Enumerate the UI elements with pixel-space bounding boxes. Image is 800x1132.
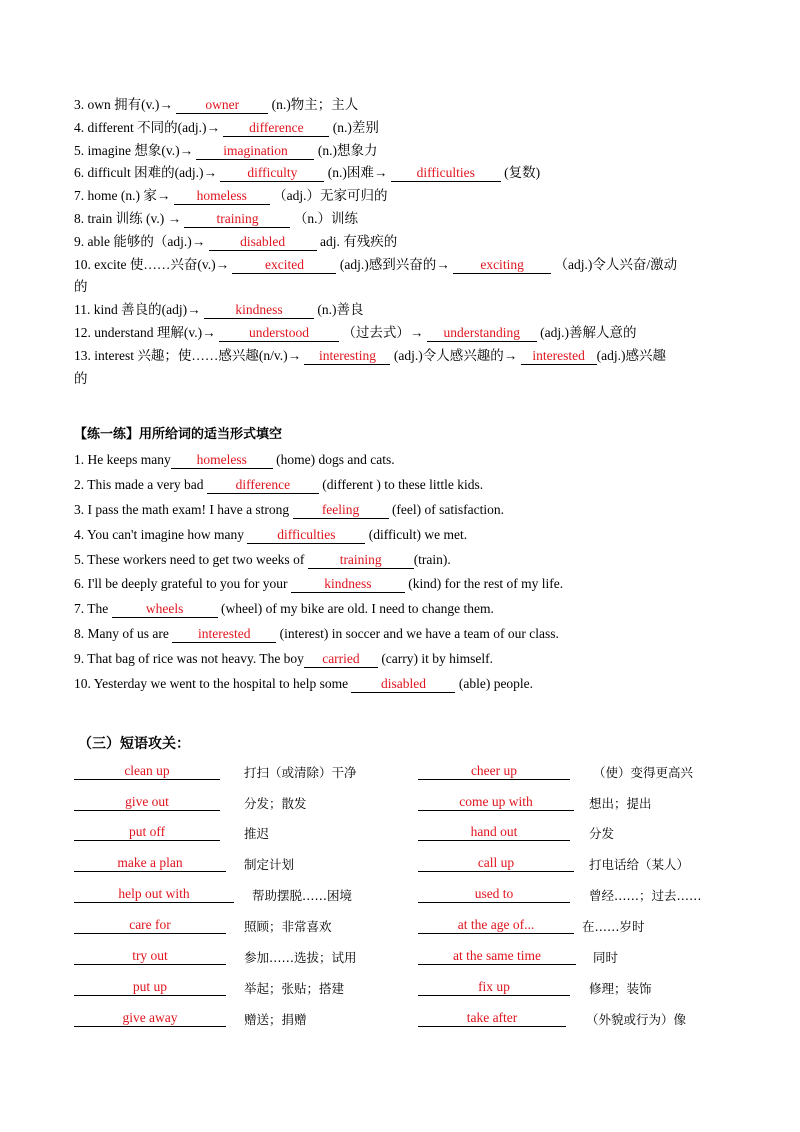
answer-blank: exciting — [453, 257, 551, 274]
answer-blank: interested — [172, 626, 276, 643]
phrase-answer: take after — [418, 1010, 566, 1027]
phrase-answer: give out — [74, 794, 220, 811]
answer-blank: feeling — [293, 502, 389, 519]
answer-blank: owner — [176, 97, 268, 114]
vocab-line: 4. different 不同的(adj.)→ difference (n.)差别 — [74, 120, 379, 135]
answer-blank: homeless — [171, 452, 273, 469]
phrase-meaning: 帮助摆脱……困境 — [252, 888, 353, 903]
phrase-answer: used to — [418, 886, 570, 903]
answer-blank: understanding — [427, 325, 537, 342]
answer-blank: disabled — [209, 234, 317, 251]
practice-line: 9. That bag of rice was not heavy. The boy carried (carry) it by himself. — [74, 651, 494, 666]
phrase-meaning: （外貌或行为）像 — [586, 1012, 687, 1027]
phrase-answer: care for — [74, 917, 226, 934]
phrase-meaning: 赠送；捐赠 — [244, 1012, 307, 1027]
vocab-wrap: 的 — [74, 279, 88, 294]
answer-blank: difficulties — [391, 165, 501, 182]
phrase-meaning: 想出；提出 — [589, 796, 652, 811]
phrase-answer: come up with — [418, 794, 574, 811]
phrase-meaning: 举起；张贴；搭建 — [244, 981, 345, 996]
answer-blank: interested — [521, 348, 597, 365]
phrase-answer: put off — [74, 824, 220, 841]
vocab-line: 6. difficult 困难的(adj.)→ difficulty (n.)困难→ difficulties (复数) — [74, 165, 541, 180]
practice-line: 3. I pass the math exam! I have a strong feeling (feel) of satisfaction. — [74, 502, 505, 517]
phrase-meaning: 参加……选拔；试用 — [244, 950, 357, 965]
phrase-meaning: 打电话给（某人） — [589, 857, 690, 872]
answer-blank: interesting — [304, 348, 390, 365]
phrase-meaning: 修理；装饰 — [589, 981, 652, 996]
phrase-answer: cheer up — [418, 763, 570, 780]
practice-line: 5. These workers need to get two weeks of training (train). — [74, 552, 451, 567]
practice-line: 7. The wheels (wheel) of my bike are old. I need to change them. — [74, 601, 494, 616]
answer-blank: training — [308, 552, 414, 569]
answer-blank: wheels — [112, 601, 218, 618]
vocab-line: 5. imagine 想象(v.)→ imagination (n.)想象力 — [74, 143, 378, 158]
answer-blank: training — [184, 211, 290, 228]
answer-blank: understood — [219, 325, 339, 342]
phrase-meaning: 在……岁时 — [582, 919, 645, 934]
phrase-answer: clean up — [74, 763, 220, 780]
phrase-meaning: 照顾；非常喜欢 — [244, 919, 332, 934]
practice-line: 4. You can't imagine how many difficulties (difficult) we met. — [74, 527, 468, 542]
answer-blank: difference — [223, 120, 329, 137]
answer-blank: difficulties — [247, 527, 365, 544]
phrase-meaning: 分发 — [589, 826, 615, 841]
phrase-meaning: （使）变得更高兴 — [593, 765, 694, 780]
vocab-line: 11. kind 善良的(adj)→ kindness (n.)善良 — [74, 302, 364, 317]
phrase-meaning: 推迟 — [244, 826, 270, 841]
practice-line: 8. Many of us are interested (interest) in soccer and we have a team of our class. — [74, 626, 559, 641]
practice-line: 2. This made a very bad difference (different ) to these little kids. — [74, 477, 484, 492]
phrase-answer: try out — [74, 948, 226, 965]
phrase-answer: put up — [74, 979, 226, 996]
phrase-answer: hand out — [418, 824, 570, 841]
practice-line: 6. I'll be deeply grateful to you for your kindness (kind) for the rest of my life. — [74, 576, 564, 591]
vocab-line: 9. able 能够的（adj.)→ disabled adj. 有残疾的 — [74, 234, 398, 249]
vocab-line: 10. excite 使……兴奋(v.)→ excited (adj.)感到兴奋的→ exciting （adj.)令人兴奋/激动 — [74, 257, 678, 272]
phrase-answer: at the age of... — [418, 917, 574, 934]
vocab-line: 12. understand 理解(v.)→ understood （过去式）→ understanding (adj.)善解人意的 — [74, 325, 637, 340]
vocab-line: 13. interest 兴趣；使……感兴趣(n/v.)→ interesting (adj.)令人感兴趣的→ interested (adj.)感兴趣 — [74, 348, 666, 363]
answer-blank: carried — [304, 651, 378, 668]
answer-blank: excited — [232, 257, 336, 274]
vocab-line: 8. train 训练 (v.) → training （n.）训练 — [74, 211, 358, 226]
practice-line: 10. Yesterday we went to the hospital to help some disabled (able) people. — [74, 676, 534, 691]
answer-blank: imagination — [196, 143, 314, 160]
phrase-meaning: 同时 — [593, 950, 619, 965]
phrase-meaning: 制定计划 — [244, 857, 295, 872]
answer-blank: difficulty — [220, 165, 324, 182]
vocab-line: 7. home (n.) 家→ homeless （adj.）无家可归的 — [74, 188, 388, 203]
answer-blank: disabled — [351, 676, 455, 693]
answer-blank: homeless — [174, 188, 270, 205]
phrase-answer: fix up — [418, 979, 570, 996]
practice-title: 【练一练】用所给词的适当形式填空 — [74, 427, 283, 442]
phrase-meaning: 曾经……；过去…… — [589, 888, 702, 903]
practice-line: 1. He keeps many homeless (home) dogs and cats. — [74, 452, 395, 467]
answer-blank: difference — [207, 477, 319, 494]
phrase-answer: give away — [74, 1010, 226, 1027]
phrase-answer: help out with — [74, 886, 234, 903]
phrase-answer: call up — [418, 855, 574, 872]
phrase-answer: make a plan — [74, 855, 226, 872]
phrases-title: （三）短语攻关： — [78, 736, 190, 752]
phrase-meaning: 分发；散发 — [244, 796, 307, 811]
vocab-wrap: 的 — [74, 371, 88, 386]
answer-blank: kindness — [291, 576, 405, 593]
phrase-answer: at the same time — [418, 948, 576, 965]
answer-blank: kindness — [204, 302, 314, 319]
phrase-meaning: 打扫（或清除）干净 — [244, 765, 357, 780]
vocab-line: 3. own 拥有(v.)→ owner (n.)物主；主人 — [74, 97, 359, 112]
